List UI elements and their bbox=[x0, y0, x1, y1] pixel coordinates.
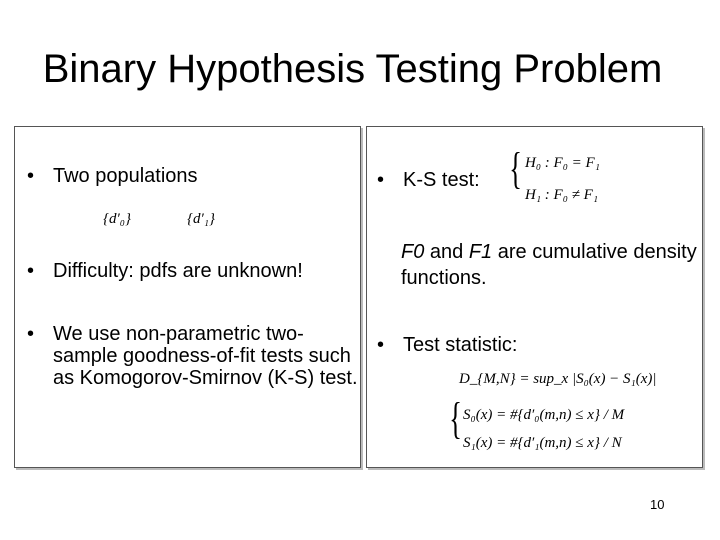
cdf-note-text: and bbox=[429, 241, 464, 263]
hypothesis-brace: { bbox=[509, 144, 522, 193]
bullet-dot: • bbox=[377, 334, 385, 356]
cdf-symbol-f0: F0 bbox=[401, 241, 425, 263]
bullet-text: Difficulty: pdfs are unknown! bbox=[53, 260, 303, 282]
cdf-note-rest: are cumulative density functions. bbox=[401, 241, 697, 289]
bullet-dot: • bbox=[27, 165, 35, 187]
right-panel bbox=[366, 126, 703, 468]
cdf-symbol-f1: F1 bbox=[468, 241, 493, 263]
slide-title: Binary Hypothesis Testing Problem bbox=[42, 47, 663, 91]
sample-set-0: {d′₀} bbox=[103, 211, 131, 227]
hypothesis-h1: H₁ : F₀ ≠ F₁ bbox=[525, 187, 599, 203]
bullet-dot: • bbox=[27, 323, 35, 345]
cdf-brace: { bbox=[449, 394, 462, 443]
bullet-text: K-S test: bbox=[403, 169, 480, 191]
bullet-dot: • bbox=[27, 260, 35, 282]
ks-statistic-formula: D_{M,N} = sup_x |S₀(x) − S₁(x)| bbox=[459, 371, 657, 387]
bullet-dot: • bbox=[377, 169, 385, 191]
bullet-test-statistic bbox=[377, 334, 677, 356]
page-number: 10 bbox=[650, 497, 665, 512]
bullet-text: We use non-parametric two-sample goodness-of-fit tests such as Komogorov-Smirnov (K-S) test. bbox=[53, 323, 358, 389]
bullet-text: Two populations bbox=[53, 165, 198, 187]
left-panel bbox=[14, 126, 361, 468]
bullet-ks-test bbox=[377, 169, 517, 191]
bullet-two-populations bbox=[27, 165, 347, 187]
bullet-nonparametric bbox=[27, 323, 362, 389]
empirical-cdf-s1: S₁(x) = #{d′₁(m,n) ≤ x} / N bbox=[463, 435, 622, 451]
bullet-difficulty bbox=[27, 260, 362, 282]
bullet-text: Test statistic: bbox=[403, 334, 518, 356]
sample-set-1: {d′₁} bbox=[187, 211, 215, 227]
cdf-note bbox=[401, 239, 701, 291]
empirical-cdf-s0: S₀(x) = #{d′₀(m,n) ≤ x} / M bbox=[463, 407, 625, 423]
hypothesis-h0: H₀ : F₀ = F₁ bbox=[525, 155, 600, 171]
